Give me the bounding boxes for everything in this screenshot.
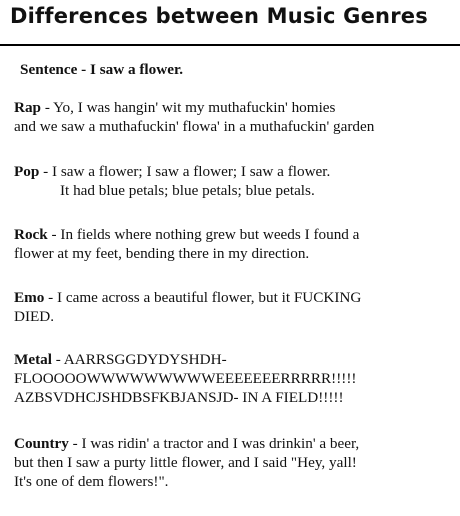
genre-entry-rap (14, 98, 454, 136)
genre-text: AZBSVDHCJSHDBSFKBJANSJD- IN A FIELD!!!!! (14, 389, 344, 406)
genre-text: - I saw a flower; I saw a flower; I saw a flower. (39, 163, 331, 180)
page-title: Differences between Music Genres (10, 4, 428, 28)
genre-text: - In fields where nothing grew but weeds I found a (47, 226, 360, 243)
genre-label: Metal (14, 351, 52, 368)
genre-entry-rock (14, 225, 454, 263)
genre-entry-country (14, 434, 454, 491)
genre-label: Rap (14, 99, 42, 116)
genre-text: - I came across a beautiful flower, but it FUCKING (44, 289, 362, 306)
genre-line (14, 98, 454, 117)
genre-text: - I was ridin' a tractor and I was drinkin' a beer, (68, 435, 360, 452)
genre-entry-pop (14, 162, 454, 200)
genre-line (14, 225, 454, 244)
genre-label: Country (14, 435, 69, 452)
title-divider (0, 44, 460, 46)
genre-text: - Yo, I was hangin' wit my muthafuckin' homies (41, 99, 336, 116)
genre-text: but then I saw a purty little flower, and I said "Hey, yall! (14, 454, 357, 471)
genre-line (14, 288, 454, 307)
sentence-line: Sentence - I saw a flower. (20, 61, 184, 78)
genre-label: Pop (14, 163, 40, 180)
genre-entry-emo (14, 288, 454, 326)
genre-line (14, 162, 454, 181)
genre-line (14, 434, 454, 453)
genre-text: DIED. (14, 308, 55, 325)
genre-line (14, 350, 454, 369)
genre-label: Rock (14, 226, 48, 243)
genre-text: - AARRSGGDYDYSHDH- (51, 351, 227, 368)
genre-text: FLOOOOOWWWWWWWWWEEEEEEERRRRR!!!!! (14, 370, 357, 387)
genre-text: and we saw a muthafuckin' flowa' in a muthafuckin' garden (14, 118, 375, 135)
genre-text: flower at my feet, bending there in my direction. (14, 245, 310, 262)
genre-text: It had blue petals; blue petals; blue petals. (60, 182, 315, 199)
genre-text: It's one of dem flowers!". (14, 473, 169, 490)
genre-label: Emo (14, 289, 45, 306)
genre-entry-metal (14, 350, 454, 407)
